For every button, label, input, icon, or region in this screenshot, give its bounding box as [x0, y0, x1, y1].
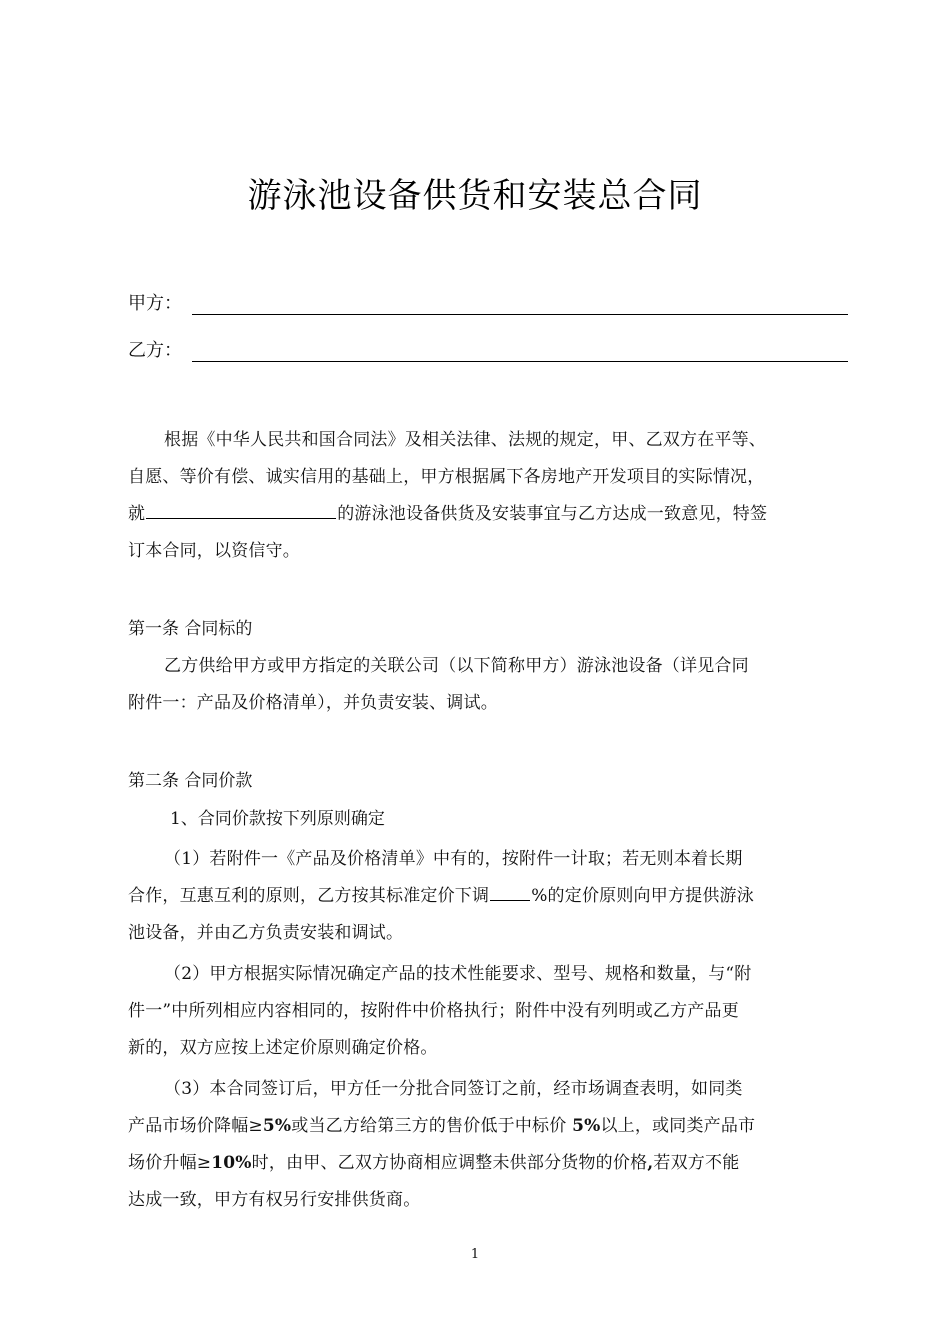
- preamble-line: [128, 496, 818, 533]
- clause-text: 时，由甲、乙双方协商相应调整未供部分货物的价格: [251, 1153, 648, 1173]
- clause-text: 或当乙方给第三方的售价低于中标价: [291, 1116, 573, 1136]
- article-1-line: 附件一：产品及价格清单），并负责安装、调试。: [128, 693, 498, 713]
- clause-text: 场价升幅≥: [128, 1153, 212, 1173]
- clause-1-line: （1）若附件一《产品及价格清单》中有的，按附件一计取；若无则本着长期: [164, 849, 743, 869]
- clause-bold-value: 10%: [211, 1153, 252, 1173]
- clause-text: 产品市场价降幅≥: [128, 1116, 263, 1136]
- clause-bold-value: 5%: [572, 1116, 601, 1136]
- clause-3-line: [128, 1108, 818, 1145]
- article-1-line: 乙方供给甲方或甲方指定的关联公司（以下简称甲方）游泳池设备（详见合同: [164, 656, 749, 676]
- project-name-blank: [146, 496, 336, 519]
- clause-text: 以上，或同类产品市: [600, 1116, 756, 1136]
- article-2-item-1: 1、合同价款按下列原则确定: [170, 809, 385, 829]
- article-1-body: [128, 648, 818, 722]
- party-a-row: [128, 289, 728, 319]
- clause-2: [128, 956, 818, 1067]
- clause-3-line: 达成一致，甲方有权另行安排供货商。: [128, 1190, 421, 1210]
- party-b-label: 乙方：: [128, 340, 182, 361]
- clause-text: 合作，互惠互利的原则，乙方按其标准定价下调: [128, 886, 490, 906]
- clause-3-line: （3）本合同签订后，甲方任一分批合同签订之前，经市场调查表明，如同类: [164, 1079, 743, 1099]
- clause-text: 若双方不能: [653, 1153, 740, 1173]
- party-b-blank: [192, 361, 848, 362]
- preamble-line: 根据《中华人民共和国合同法》及相关法律、法规的规定，甲、乙双方在平等、: [164, 430, 766, 450]
- article-2-heading: 第二条 合同价款: [128, 771, 253, 791]
- clause-2-line: 新的，双方应按上述定价原则确定价格。: [128, 1038, 438, 1058]
- contract-title: 游泳池设备供货和安装总合同: [247, 176, 703, 216]
- clause-bold-value: 5%: [262, 1116, 292, 1136]
- party-a-blank: [192, 314, 848, 315]
- clause-1-line: [128, 878, 818, 915]
- preamble-text: 就: [128, 504, 146, 524]
- clause-3: [128, 1071, 818, 1219]
- discount-percent-blank: [490, 878, 530, 901]
- clause-1-line: 池设备，并由乙方负责安装和调试。: [128, 923, 404, 943]
- clause-text: %的定价原则向甲方提供游泳: [531, 886, 754, 906]
- clause-bold-value: ,: [647, 1153, 654, 1173]
- preamble-line: 订本合同，以资信守。: [128, 541, 300, 561]
- article-1-heading: 第一条 合同标的: [128, 619, 253, 639]
- preamble-text: 的游泳池设备供货及安装事宜与乙方达成一致意见，特签: [337, 504, 768, 524]
- page-number: 1: [470, 1247, 480, 1262]
- clause-1: [128, 841, 818, 952]
- party-a-label: 甲方：: [128, 293, 182, 314]
- clause-3-line: [128, 1145, 818, 1182]
- clause-2-line: 件一”中所列相应内容相同的，按附件中价格执行；附件中没有列明或乙方产品更: [128, 1001, 739, 1021]
- clause-2-line: （2）甲方根据实际情况确定产品的技术性能要求、型号、规格和数量，与“附: [164, 964, 752, 984]
- preamble-line: 自愿、等价有偿、诚实信用的基础上，甲方根据属下各房地产开发项目的实际情况，: [128, 467, 765, 487]
- party-b-row: [128, 336, 728, 366]
- preamble-paragraph: [128, 422, 818, 570]
